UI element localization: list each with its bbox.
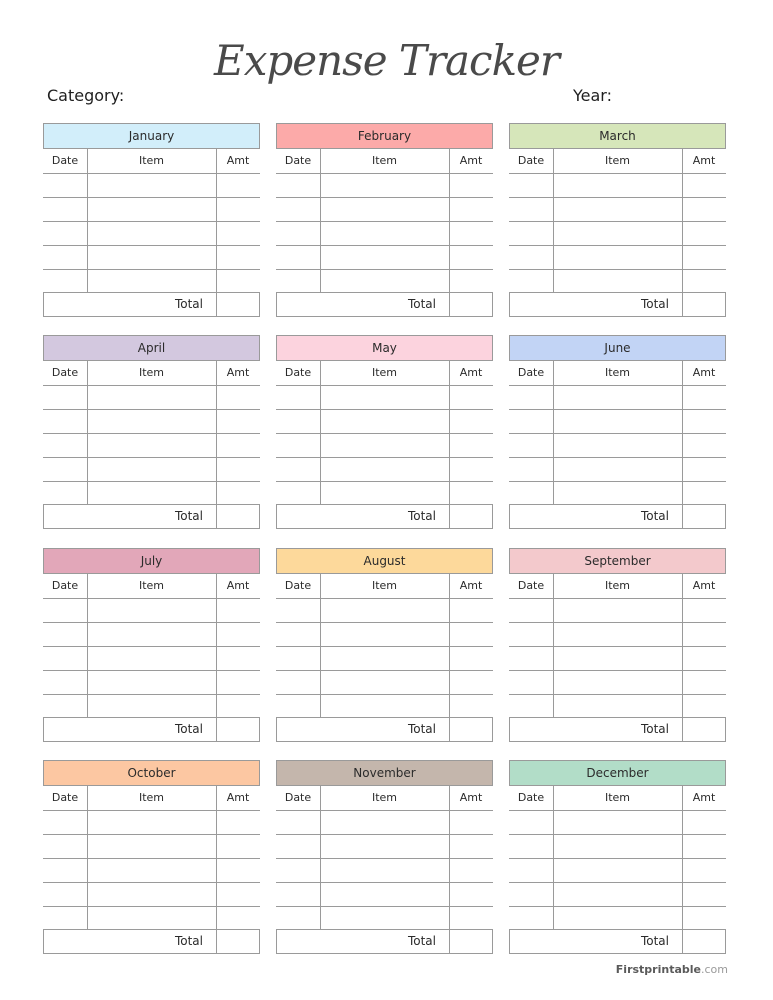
column-header-item: Item [371,579,398,592]
column-header-amt: Amt [226,579,250,592]
total-label: Total [640,297,669,311]
row-line [276,622,493,623]
expense-table [276,361,493,523]
month-block-may [276,335,493,523]
column-line [320,149,321,292]
column-header-amt: Amt [459,366,483,379]
row-line [509,834,726,835]
row-line [43,269,260,270]
row-line [276,221,493,222]
row-line [509,882,726,883]
row-line [43,858,260,859]
total-amount-divider [449,718,450,741]
expense-table [43,574,260,736]
month-block-march [509,123,726,311]
column-line [449,361,450,504]
row-line [276,694,493,695]
row-line [43,882,260,883]
row-line [43,245,260,246]
row-line [276,457,493,458]
column-line [449,574,450,717]
row-line [43,481,260,482]
total-row [276,929,493,954]
row-line [509,858,726,859]
row-line [276,906,493,907]
month-header: July [43,548,260,574]
row-line [509,245,726,246]
total-row [509,292,726,317]
column-header-date: Date [517,366,545,379]
month-block-december [509,760,726,948]
row-line [509,906,726,907]
year-label: Year: [573,86,612,105]
expense-table [509,361,726,523]
brand-name: Firstprintable [615,963,701,976]
column-header-date: Date [284,791,312,804]
row-line [276,670,493,671]
row-line [43,409,260,410]
column-line [320,786,321,929]
row-line [43,457,260,458]
column-header-date: Date [51,791,79,804]
total-amount-divider [216,293,217,316]
expense-table [276,786,493,948]
column-header-date: Date [517,154,545,167]
column-line [449,149,450,292]
column-header-item: Item [138,791,165,804]
row-line [509,409,726,410]
column-header-date: Date [517,791,545,804]
row-line [276,598,493,599]
total-row [276,504,493,529]
month-block-june [509,335,726,523]
row-line [276,810,493,811]
column-header-date: Date [284,579,312,592]
row-line [43,906,260,907]
column-line [216,786,217,929]
row-line [276,481,493,482]
row-line [509,385,726,386]
row-line [276,173,493,174]
row-line [509,670,726,671]
month-block-february [276,123,493,311]
row-line [276,858,493,859]
expense-table [43,786,260,948]
column-header-date: Date [517,579,545,592]
total-label: Total [174,509,203,523]
column-line [87,786,88,929]
month-header: August [276,548,493,574]
column-line [553,361,554,504]
month-block-august [276,548,493,736]
expense-table [276,149,493,311]
column-header-amt: Amt [692,154,716,167]
total-amount-divider [682,505,683,528]
expense-table [509,786,726,948]
column-header-item: Item [371,154,398,167]
row-line [276,245,493,246]
column-header-item: Item [138,154,165,167]
column-line [87,361,88,504]
row-line [43,598,260,599]
column-line [87,574,88,717]
month-header: October [43,760,260,786]
total-amount-divider [682,718,683,741]
row-line [509,269,726,270]
column-line [320,361,321,504]
column-line [682,574,683,717]
column-line [682,149,683,292]
total-row [509,504,726,529]
column-header-amt: Amt [692,579,716,592]
column-line [682,786,683,929]
column-header-amt: Amt [226,154,250,167]
row-line [276,882,493,883]
total-amount-divider [682,930,683,953]
column-line [682,361,683,504]
column-header-item: Item [371,791,398,804]
column-header-date: Date [51,366,79,379]
total-label: Total [640,722,669,736]
row-line [509,694,726,695]
column-header-date: Date [51,154,79,167]
row-line [509,622,726,623]
month-header: May [276,335,493,361]
total-row [276,717,493,742]
row-line [43,385,260,386]
column-header-amt: Amt [692,791,716,804]
row-line [276,269,493,270]
total-amount-divider [216,718,217,741]
expense-table [509,574,726,736]
month-header: January [43,123,260,149]
column-header-date: Date [284,154,312,167]
row-line [509,598,726,599]
total-label: Total [174,297,203,311]
column-header-amt: Amt [226,366,250,379]
total-row [509,717,726,742]
row-line [276,834,493,835]
row-line [509,433,726,434]
row-line [509,197,726,198]
column-line [216,361,217,504]
month-block-september [509,548,726,736]
column-header-item: Item [138,366,165,379]
column-header-item: Item [604,791,631,804]
column-line [216,574,217,717]
month-block-july [43,548,260,736]
column-header-amt: Amt [692,366,716,379]
row-line [509,481,726,482]
total-label: Total [407,722,436,736]
column-header-amt: Amt [226,791,250,804]
column-line [216,149,217,292]
month-header: June [509,335,726,361]
month-header: September [509,548,726,574]
column-line [553,149,554,292]
column-header-date: Date [51,579,79,592]
footer-brand [616,963,728,976]
row-line [509,221,726,222]
column-line [87,149,88,292]
expense-table [43,361,260,523]
brand-domain: .com [701,963,728,976]
row-line [276,197,493,198]
column-header-amt: Amt [459,791,483,804]
row-line [43,197,260,198]
month-block-november [276,760,493,948]
row-line [43,694,260,695]
category-label: Category: [47,86,125,105]
row-line [43,173,260,174]
expense-table [43,149,260,311]
total-label: Total [174,722,203,736]
row-line [43,433,260,434]
month-block-january [43,123,260,311]
column-header-date: Date [284,366,312,379]
total-label: Total [640,509,669,523]
column-line [553,574,554,717]
total-amount-divider [216,930,217,953]
row-line [509,810,726,811]
page-title: Expense Tracker [214,36,559,85]
expense-table [276,574,493,736]
column-line [449,786,450,929]
total-label: Total [174,934,203,948]
month-header: April [43,335,260,361]
column-header-item: Item [604,154,631,167]
total-row [509,929,726,954]
month-header: December [509,760,726,786]
total-row [43,717,260,742]
month-header: November [276,760,493,786]
column-header-item: Item [138,579,165,592]
column-line [553,786,554,929]
total-label: Total [407,509,436,523]
row-line [509,646,726,647]
row-line [276,409,493,410]
row-line [43,221,260,222]
total-amount-divider [449,293,450,316]
total-amount-divider [682,293,683,316]
row-line [509,173,726,174]
row-line [43,670,260,671]
total-row [43,504,260,529]
column-header-amt: Amt [459,154,483,167]
column-header-item: Item [371,366,398,379]
month-header: March [509,123,726,149]
row-line [509,457,726,458]
total-label: Total [640,934,669,948]
total-amount-divider [449,930,450,953]
column-line [320,574,321,717]
row-line [43,834,260,835]
row-line [43,622,260,623]
row-line [276,646,493,647]
column-header-amt: Amt [459,579,483,592]
total-amount-divider [449,505,450,528]
column-header-item: Item [604,579,631,592]
total-row [43,929,260,954]
row-line [43,646,260,647]
row-line [43,810,260,811]
expense-table [509,149,726,311]
row-line [276,385,493,386]
column-header-item: Item [604,366,631,379]
total-row [276,292,493,317]
total-amount-divider [216,505,217,528]
month-header: February [276,123,493,149]
row-line [276,433,493,434]
month-block-october [43,760,260,948]
month-block-april [43,335,260,523]
total-label: Total [407,934,436,948]
total-row [43,292,260,317]
total-label: Total [407,297,436,311]
